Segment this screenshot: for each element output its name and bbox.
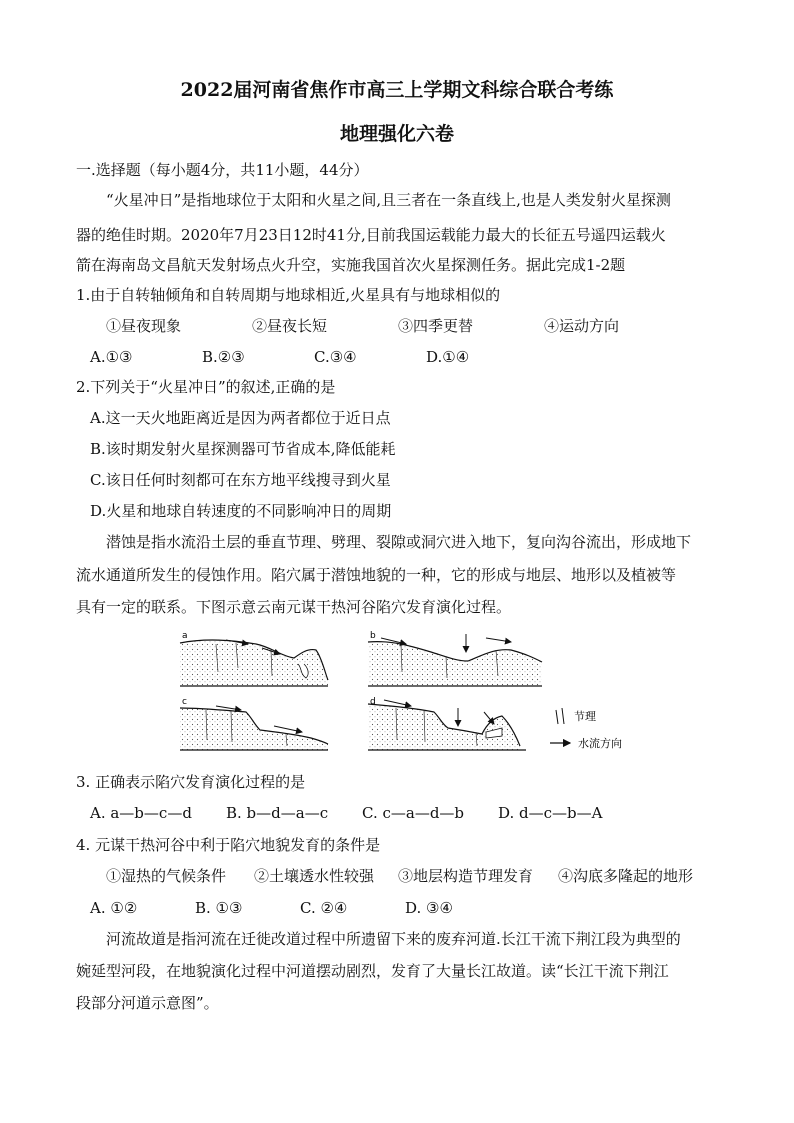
q1-item-4: ④运动方向 bbox=[544, 317, 620, 335]
panel-b bbox=[368, 631, 542, 686]
panel-c bbox=[180, 697, 328, 750]
passage-river-line-2: 婉延型河段，在地貌演化过程中河道摆动剧烈，发育了大量长江故道。读“长江干流下荆江 bbox=[76, 962, 669, 980]
question-4-items bbox=[106, 866, 693, 886]
q2-option-b[interactable]: B.该时期发射火星探测器可节省成本,降低能耗 bbox=[90, 440, 396, 458]
question-3-stem: 3. 正确表示陷穴发育演化过程的是 bbox=[76, 773, 306, 791]
q4-item-2: ②土壤透水性较强 bbox=[254, 867, 375, 885]
q3-option-d[interactable]: D. d—c—b—A bbox=[498, 804, 603, 822]
joint-symbol-icon bbox=[556, 708, 564, 724]
q1-item-2: ②昼夜长短 bbox=[252, 317, 328, 335]
passage-erosion-line-1: 潜蚀是指水流沿土层的垂直节理、劈理、裂隙或洞穴进入地下，复向沟谷流出，形成地下 bbox=[106, 533, 692, 551]
panel-a-label: a bbox=[182, 631, 188, 641]
q3-option-b[interactable]: B. b—d—a—c bbox=[226, 804, 329, 822]
q4-item-4: ④沟底多隆起的地形 bbox=[558, 867, 694, 885]
panel-d-label: d bbox=[370, 697, 376, 707]
q4-option-d[interactable]: D. ③④ bbox=[405, 899, 453, 917]
question-1-items bbox=[106, 316, 619, 336]
q4-option-b[interactable]: B. ①③ bbox=[195, 899, 243, 917]
question-1-options bbox=[90, 347, 469, 367]
q4-item-1: ①湿热的气候条件 bbox=[106, 867, 227, 885]
q2-option-c[interactable]: C.该日任何时刻都可在东方地平线搜寻到火星 bbox=[90, 471, 391, 489]
exam-subtitle: 地理强化六卷 bbox=[339, 123, 454, 145]
passage-mars-line-2: 器的绝佳时期。2020年7月23日12时41分,目前我国运载能力最大的长征五号遥四运载火 bbox=[76, 226, 666, 244]
figure-legend bbox=[550, 708, 622, 750]
passage-erosion-line-3: 具有一定的联系。下图示意云南元谋干热河谷陷穴发育演化过程。 bbox=[76, 598, 512, 616]
question-2-stem: 2.下列关于“火星冲日”的叙述,正确的是 bbox=[76, 378, 336, 396]
passage-mars-line-1: “火星冲日”是指地球位于太阳和火星之间,且三者在一条直线上,也是人类发射火星探测 bbox=[106, 191, 671, 209]
panel-a bbox=[180, 631, 328, 686]
passage-erosion-line-2: 流水通道所发生的侵蚀作用。陷穴属于潜蚀地貌的一种，它的形成与地层、地形以及植被等 bbox=[76, 566, 677, 584]
q3-option-a[interactable]: A. a—b—c—d bbox=[90, 804, 192, 822]
question-1-stem: 1.由于自转轴倾角和自转周期与地球相近,火星具有与地球相似的 bbox=[76, 286, 501, 304]
q2-option-a[interactable]: A.这一天火地距离近是因为两者都位于近日点 bbox=[90, 409, 391, 427]
passage-mars-line-3: 箭在海南岛文昌航天发射场点火升空，实施我国首次火星探测任务。据此完成1-2题 bbox=[76, 256, 626, 274]
question-3-options bbox=[90, 803, 602, 823]
panel-c-label: c bbox=[182, 697, 187, 707]
q3-option-c[interactable]: C. c—a—d—b bbox=[362, 804, 465, 822]
question-4-stem: 4. 元谋干热河谷中利于陷穴地貌发育的条件是 bbox=[76, 836, 381, 854]
question-4-options bbox=[90, 898, 453, 918]
sinkhole-evolution-figure bbox=[176, 628, 646, 758]
panel-b-label: b bbox=[370, 631, 376, 641]
q1-option-a[interactable]: A.①③ bbox=[90, 348, 133, 366]
q1-option-d[interactable]: D.①④ bbox=[426, 348, 470, 366]
passage-river-line-3: 段部分河道示意图”。 bbox=[76, 994, 219, 1012]
section-heading: 一.选择题（每小题4分，共11小题，44分） bbox=[76, 161, 369, 179]
legend-joint-label: 节理 bbox=[574, 710, 596, 723]
q4-option-c[interactable]: C. ②④ bbox=[300, 899, 348, 917]
panel-d bbox=[368, 697, 526, 750]
q1-option-b[interactable]: B.②③ bbox=[202, 348, 245, 366]
passage-river-line-1: 河流故道是指河流在迁徙改道过程中所遗留下来的废弃河道.长江干流下荆江段为典型的 bbox=[106, 930, 681, 948]
q1-item-1: ①昼夜现象 bbox=[106, 317, 182, 335]
q1-option-c[interactable]: C.③④ bbox=[314, 348, 357, 366]
q1-item-3: ③四季更替 bbox=[398, 317, 474, 335]
legend-flow-label: 水流方向 bbox=[578, 737, 622, 750]
exam-title: 2022届河南省焦作市高三上学期文科综合联合考练 bbox=[180, 79, 614, 101]
q4-item-3: ③地层构造节理发育 bbox=[398, 867, 534, 885]
q2-option-d[interactable]: D.火星和地球自转速度的不同影响冲日的周期 bbox=[90, 502, 392, 520]
q4-option-a[interactable]: A. ①② bbox=[90, 899, 138, 917]
